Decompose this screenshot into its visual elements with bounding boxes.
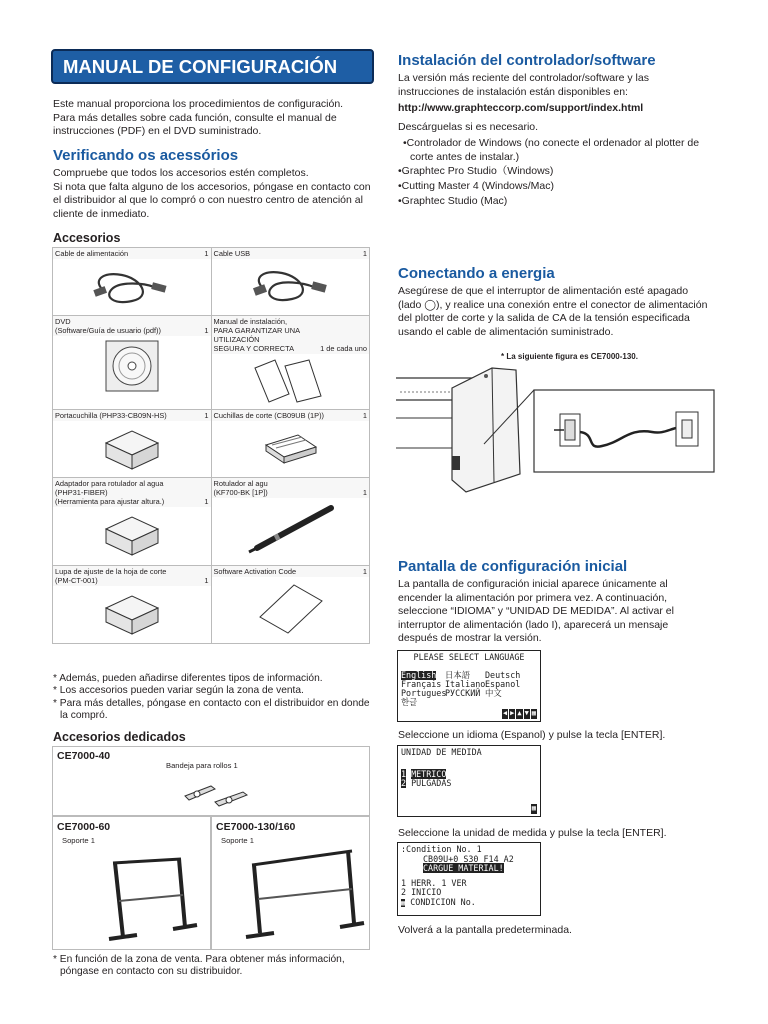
intro-line-1: Este manual proporciona los procedimientos de configuración.: [53, 98, 344, 110]
acc-label: SEGURA Y CORRECTA: [213, 344, 294, 353]
language-screen: [397, 650, 541, 722]
unit-option-inches[interactable]: PULGADAS: [411, 778, 452, 789]
load-material-alert: CARGUE MATERIAL!: [423, 863, 504, 874]
dedicated-heading: Accesorios dedicados: [53, 730, 186, 744]
grid-icon[interactable]: ▦: [531, 804, 536, 813]
lang-option[interactable]: РУССКИЙ: [445, 688, 481, 698]
acc-label: PARA GARANTIZAR UNA UTILIZACIÓN: [213, 326, 300, 344]
acc-label: Cable de alimentación: [55, 249, 129, 258]
menu-item-origin[interactable]: INICIO: [411, 887, 442, 898]
acc-qty: 1: [204, 576, 209, 585]
blade-holder-image: [53, 423, 211, 477]
page-title-box: [51, 49, 374, 84]
acc-qty: 1: [362, 567, 367, 576]
footnote: * En función de la zona de venta. Para obtener más información, póngase en contacto con su distribuidor.: [53, 954, 345, 978]
activation-code-image: [212, 579, 370, 643]
water-pen-image: [212, 500, 370, 556]
menu-item-condition[interactable]: CONDICION No.: [410, 896, 476, 907]
grid-icon[interactable]: ▦: [401, 898, 406, 907]
power-connection-diagram: [396, 362, 718, 500]
init-heading: Pantalla de configuración inicial: [398, 558, 628, 575]
acc-qty: 1: [204, 497, 209, 506]
acc-label: (Software/Guía de usuario (pdf)): [55, 326, 161, 335]
acc-label: (Herramienta para ajustar altura.): [55, 497, 165, 506]
item-60: Soporte 1: [62, 836, 95, 845]
acc-label: (PHP31-FIBER): [55, 488, 108, 497]
acc-cell: [211, 316, 370, 410]
acc-cell: [53, 248, 212, 316]
caption-1: Seleccione un idioma (Espanol) y pulse la tecla [ENTER].: [398, 729, 666, 741]
verify-heading: Verificando os acessórios: [53, 147, 239, 164]
screen-title: UNIDAD DE MEDIDA: [401, 747, 482, 757]
acc-cell: [211, 566, 370, 644]
lang-option[interactable]: Italiano: [445, 678, 486, 689]
acc-label: Portacuchilla (PHP33-CB09N-HS): [55, 411, 167, 420]
note-line: * Además, pueden añadirse diferentes tipos de información.: [53, 673, 323, 684]
nav-keys: [502, 709, 537, 719]
note-line: * Los accesorios pueden variar según la zona de venta.: [53, 685, 304, 697]
acc-label: Cuchillas de corte (CB09UB (1P)): [213, 411, 324, 420]
lang-option[interactable]: 中文: [485, 688, 502, 698]
option-number: 2: [401, 887, 407, 898]
option-number: 1: [401, 768, 407, 779]
verify-line-1: Compruebe que todos los accesorios estén completos.: [53, 167, 309, 179]
acc-qty: 1 de cada uno: [320, 344, 367, 353]
lang-option[interactable]: 日本語: [445, 669, 471, 680]
verify-text: [53, 167, 371, 221]
list-item: •Cutting Master 4 (Windows/Mac): [398, 180, 554, 192]
roll-tray-image: [181, 774, 261, 812]
page-title: MANUAL DE CONFIGURACIÓN: [63, 55, 338, 77]
intro-text: [53, 98, 371, 139]
intro-line-2: Para más detalles sobre cada función, consulte el manual de instrucciones (PDF) en el DVD suministrado.: [53, 111, 337, 138]
acc-cell: [211, 478, 370, 566]
option-number: 2: [401, 778, 407, 789]
acc-qty: 1: [362, 411, 367, 420]
accessories-table: [52, 247, 370, 644]
stand-60-image: [93, 849, 203, 949]
loupe-image: [53, 588, 211, 643]
driver-url-link[interactable]: http://www.graphteccorp.com/support/index.html: [398, 102, 644, 114]
acc-qty: 1: [204, 411, 209, 420]
acc-qty: 1: [362, 488, 367, 497]
acc-qty: 1: [204, 249, 209, 258]
acc-cell: [53, 410, 212, 478]
acc-label: (KF700-BK [1P]): [213, 488, 268, 497]
option-number: 1: [401, 877, 407, 888]
model-40: CE7000-40: [57, 750, 111, 762]
default-screen: [397, 842, 541, 916]
acc-label: Cable USB: [213, 249, 251, 258]
cutting-blades-image: [212, 423, 370, 477]
dedicated-60-box: [52, 816, 211, 950]
lang-option[interactable]: Espanol: [485, 678, 521, 689]
model-60: CE7000-60: [57, 821, 111, 833]
software-list: [398, 136, 713, 209]
driver-text: La versión más reciente del controlador/software y las instrucciones de instalación están disponibles en:: [398, 72, 649, 98]
acc-cell: [53, 566, 212, 644]
down-arrow-icon[interactable]: ▼: [524, 709, 529, 718]
acc-label: Software Activation Code: [213, 567, 297, 576]
lang-option[interactable]: Français: [401, 678, 442, 689]
acc-label: (PM-CT-001): [55, 576, 98, 585]
menu-item-tool[interactable]: HERR. 1 VER: [411, 877, 467, 888]
driver-heading: Instalación del controlador/software: [398, 52, 656, 69]
caption-3: Volverá a la pantalla predeterminada.: [398, 924, 572, 936]
item-40: Bandeja para rollos 1: [166, 761, 238, 770]
download-text: Descárguelas si es necesario.: [398, 121, 539, 133]
accessories-heading: Accesorios: [53, 231, 121, 245]
acc-label: Rotulador al agu: [213, 479, 268, 488]
up-arrow-icon[interactable]: ▲: [517, 709, 522, 718]
lang-option[interactable]: Portugues: [401, 688, 447, 698]
power-text: Asegúrese de que el interruptor de alimentación esté apagado (lado ◯), y realice una conexión entre el conector de alimentación del plotter de corte y la salida de CA de la tensión especificada usando el cable de alimentación suministrado.: [398, 285, 708, 338]
list-item: •Graphtec Studio (Mac): [398, 195, 508, 207]
left-arrow-icon[interactable]: ◀: [502, 709, 508, 718]
grid-icon[interactable]: ▦: [531, 709, 536, 718]
power-note: * La siguiente figura es CE7000-130.: [501, 352, 638, 361]
acc-cell: [53, 316, 212, 410]
model-130-160: CE7000-130/160: [216, 821, 296, 833]
lang-option[interactable]: English: [401, 669, 437, 680]
acc-label: DVD: [55, 317, 71, 326]
unit-screen: [397, 745, 541, 817]
caption-2: Seleccione la unidad de medida y pulse la tecla [ENTER].: [398, 827, 667, 839]
stand-130-image: [222, 845, 368, 949]
manual-image: [212, 356, 370, 409]
init-text: La pantalla de configuración inicial aparece únicamente al encender la alimentación por primera vez. A continuación, seleccione “IDIOMA” y “UNIDAD DE MEDIDA”. Al activar el interruptor de alimentación (lado I), aparecerá un mensaje después de mostrar la versión.: [398, 578, 674, 645]
item-130-160: Soporte 1: [221, 836, 254, 845]
lang-option[interactable]: 한글: [401, 697, 418, 708]
lang-option[interactable]: Deutsch: [485, 669, 521, 680]
acc-cell: [211, 410, 370, 478]
power-heading: Conectando a energia: [398, 265, 555, 282]
unit-option-metric[interactable]: METRICO: [411, 768, 447, 779]
acc-qty: 1: [204, 326, 209, 335]
acc-cell: [53, 478, 212, 566]
acc-label: Lupa de ajuste de la hoja de corte: [55, 567, 167, 576]
acc-label: Adaptador para rotulador al agua: [55, 479, 164, 488]
dedicated-130-box: [211, 816, 370, 950]
acc-label: Manual de instalación,: [213, 317, 288, 326]
list-item: •Graphtec Pro Studio（Windows): [398, 165, 554, 177]
power-cable-image: [53, 261, 211, 315]
note-line: * Para más detalles, póngase en contacto con el distribuidor en donde la compró.: [53, 697, 370, 722]
right-arrow-icon[interactable]: ▶: [510, 709, 515, 718]
list-item: •Controlador de Windows (no conecte el ordenador al plotter de corte antes de instalar.): [403, 137, 700, 163]
pen-adapter-image: [53, 509, 211, 565]
dedicated-40-box: [52, 746, 370, 816]
acc-qty: 1: [362, 249, 367, 258]
dvd-image: [53, 338, 211, 400]
condition-values: CB09U+0 S30 F14 A2: [423, 853, 514, 864]
verify-line-2: Si nota que falta alguno de los accesorios, póngase en contacto con el distribuidor al que lo compró o con nuestro centro de atención al cliente de inmediato.: [53, 180, 371, 220]
accessory-notes: [53, 673, 371, 723]
screen-title: PLEASE SELECT LANGUAGE: [413, 652, 525, 662]
usb-cable-image: [212, 261, 370, 315]
acc-cell: [211, 248, 370, 316]
condition-line: :Condition No. 1: [401, 844, 482, 854]
